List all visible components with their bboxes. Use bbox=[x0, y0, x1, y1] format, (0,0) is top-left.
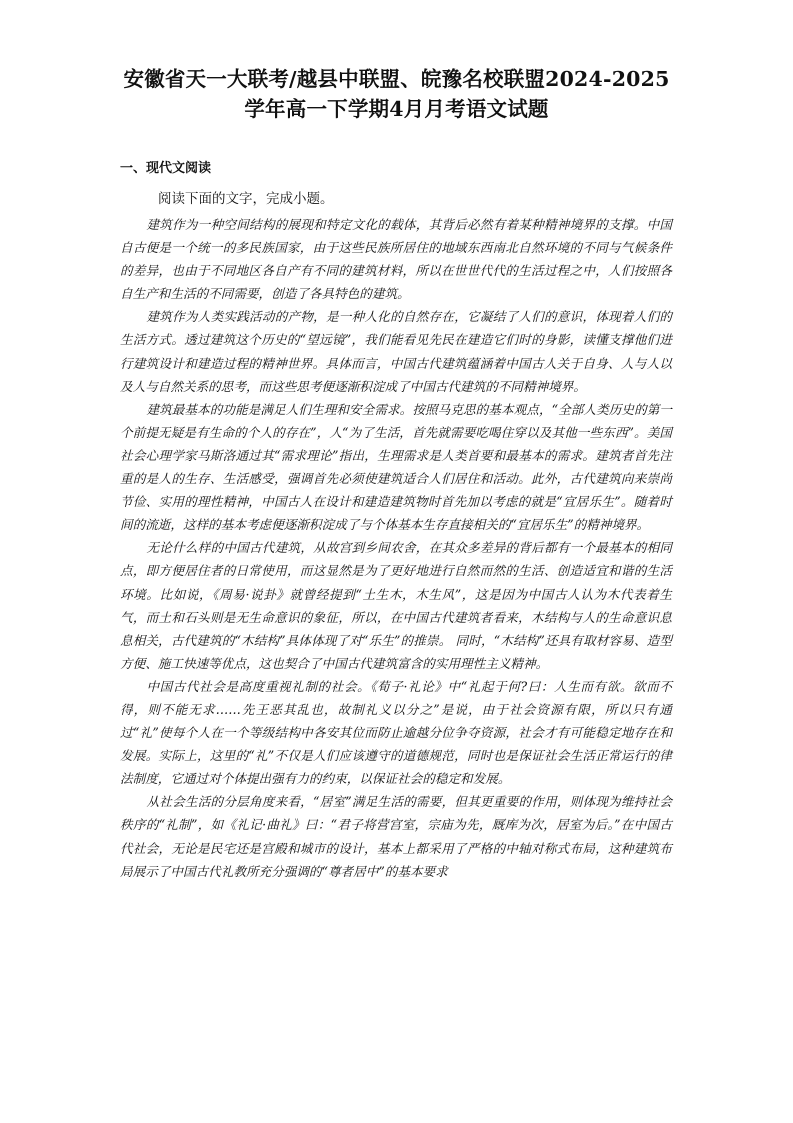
passage-paragraph-5: 中国古代社会是高度重视礼制的社会。《荀子·礼论》中“礼起于何?曰：人生而有欲。欲而不得，则不能无求……先王恶其乱也，故制礼义以分之”是说，由于社会资源有限，所以只有通过“礼”使每个人在一个等级结构中各安其位而防止逾越分位争夺资源，社会才有可能稳定地存在和发展。实际上，这里的“礼”不仅是人们应该遵守的道德规范，同时也是保证社会生活正常运行的律法制度，它通过对个体提出强有力的约束，以保证社会的稳定和发展。 bbox=[120, 678, 672, 787]
reading-instruction: 阅读下面的文字，完成小题。 bbox=[158, 191, 334, 207]
title-line-1: 安徽省天一大联考/越县中联盟、皖豫名校联盟2024-2025 bbox=[123, 67, 670, 91]
document-title bbox=[100, 64, 693, 124]
passage-paragraph-4: 无论什么样的中国古代建筑，从故宫到乡间农舍，在其众多差异的背后都有一个最基本的相同点，即方便居住者的日常使用，而这显然是为了更好地进行自然而然的生活、创造适宜和谐的生活环境。比如说，《周易·说卦》就曾经提到“土生木，木生风”，这是因为中国古人认为木代表着生气，而土和石头则是无生命意识的象征，所以，在中国古代建筑者看来，木结构与人的生命意识息息相关，古代建筑的“木结构”具体体现了对“乐生”的推崇。 同时，“木结构”还具有取材容易、造型方便、施工快速等优点，这也契合了中国古代建筑富含的实用理性主义精神。 bbox=[120, 540, 672, 671]
passage-paragraph-1: 建筑作为一种空间结构的展现和特定文化的载体，其背后必然有着某种精神境界的支撑。中国自古便是一个统一的多民族国家，由于这些民族所居住的地域东西南北自然环境的不同与气候条件的差异，也由于不同地区各自产有不同的建筑材料，所以在世世代代的生活过程之中，人们按照各自生产和生活的不同需要，创造了各具特色的建筑。 bbox=[120, 217, 672, 302]
reading-passage bbox=[120, 213, 672, 883]
passage-paragraph-2: 建筑作为人类实践活动的产物，是一种人化的自然存在，它凝结了人们的意识，体现着人们的生活方式。透过建筑这个历史的“望远镜”，我们能看见先民在建造它们时的身影，读懂支撑他们进行建筑设计和建造过程的精神世界。具体而言，中国古代建筑蕴涵着中国古人关于自身、人与人以及人与自然关系的思考，而这些思考便逐渐积淀成了中国古代建筑的不同精神境界。 bbox=[120, 309, 672, 394]
title-line-2: 学年高一下学期4月月考语文试题 bbox=[244, 97, 549, 121]
section-heading: 一、现代文阅读 bbox=[120, 161, 212, 176]
passage-paragraph-3: 建筑最基本的功能是满足人们生理和安全需求。按照马克思的基本观点，“全部人类历史的第一个前提无疑是有生命的个人的存在”，人“为了生活，首先就需要吃喝住穿以及其他一些东西”。美国社会心理学家马斯洛通过其“需求理论”指出，生理需求是人类首要和最基本的需求。建筑者首先注重的是人的生存、生活感受，强调首先必须使建筑适合人们居住和活动。此外，古代建筑向来崇尚节俭、实用的理性精神，中国古人在设计和建造建筑物时首先加以考虑的就是“宜居乐生”。随着时间的流逝，这样的基本考虑便逐渐积淀成了与个体基本生存直接相关的“宜居乐生”的精神境界。 bbox=[120, 401, 672, 533]
passage-paragraph-6: 从社会生活的分层角度来看，“居室”满足生活的需要，但其更重要的作用，则体现为维持社会秩序的“礼制”，如《礼记·曲礼》曰：“君子将营宫室，宗庙为先，厩库为次，居室为后。”在中国古代社会，无论是民宅还是宫殿和城市的设计，基本上都采用了严格的中轴对称式布局，这种建筑布局展示了中国古代礼教所充分强调的“尊者居中”的基本要求 bbox=[120, 794, 672, 879]
